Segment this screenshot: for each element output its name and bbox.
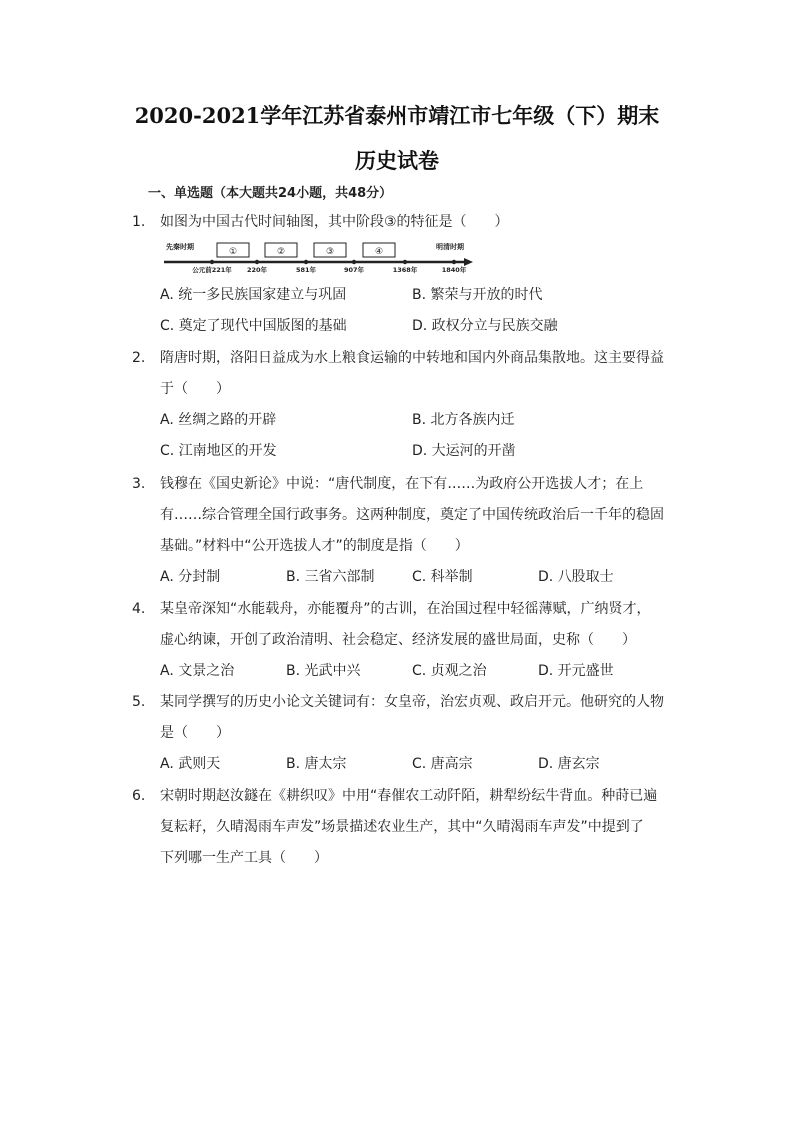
question-4-option-d: D. 开元盛世 — [538, 663, 614, 679]
question-6-text-line2: 复耘耔，久晴渴雨车声发”场景描述农业生产，其中“久晴渴雨车声发”中提到了 — [160, 819, 644, 835]
timeline-tick-label: 907年 — [343, 266, 365, 274]
question-1-text: 如图为中国古代时间轴图，其中阶段③的特征是（ ） — [160, 214, 509, 230]
timeline-tick-label: 220年 — [246, 266, 268, 274]
question-6-text-line3: 下列哪一生产工具（ ） — [160, 850, 328, 866]
timeline-stage-1: ① — [228, 247, 238, 257]
question-2-text-line1: 隋唐时期，洛阳日益成为水上粮食运输的中转地和国内外商品集散地。这主要得益 — [160, 350, 664, 366]
question-number-4: 4. — [132, 601, 146, 617]
timeline-stage-2: ② — [276, 247, 286, 257]
question-number-2: 2. — [132, 350, 146, 366]
question-3-option-c: C. 科举制 — [412, 569, 473, 585]
question-5-text-line1: 某同学撰写的历史小论文关键词有：女皇帝，治宏贞观、政启开元。他研究的人物 — [160, 694, 664, 710]
timeline-stage-4: ④ — [374, 247, 384, 257]
question-2-option-d: D. 大运河的开凿 — [412, 443, 516, 459]
question-3-option-d: D. 八股取士 — [538, 569, 614, 585]
timeline-tick-dot — [210, 260, 214, 264]
question-3-text-line1: 钱穆在《国史新论》中说：“唐代制度，在下有……为政府公开选拔人才；在上 — [160, 476, 644, 492]
question-2-option-c: C. 江南地区的开发 — [160, 443, 277, 459]
timeline-stage-3: ③ — [325, 247, 335, 257]
question-5-text-line2: 是（ ） — [160, 725, 230, 741]
question-number-1: 1. — [132, 214, 146, 230]
question-5-option-b: B. 唐太宗 — [286, 756, 347, 772]
question-4-option-c: C. 贞观之治 — [412, 663, 487, 679]
section-heading: 一、单选题（本大题共24小题，共48分） — [148, 186, 393, 201]
question-3-option-b: B. 三省六部制 — [286, 569, 375, 585]
timeline-tick-label: 公元前221年 — [192, 266, 232, 274]
question-1-option-a: A. 统一多民族国家建立与巩固 — [160, 287, 347, 303]
question-number-3: 3. — [132, 476, 146, 492]
question-5-option-d: D. 唐玄宗 — [538, 756, 600, 772]
question-1-option-d: D. 政权分立与民族交融 — [412, 318, 558, 334]
timeline-tick-dot — [352, 260, 356, 264]
timeline-tick-dot — [403, 260, 407, 264]
exam-title-line2: 历史试卷 — [355, 148, 439, 173]
timeline-tick-dot — [452, 260, 456, 264]
question-1-option-b: B. 繁荣与开放的时代 — [412, 287, 543, 303]
exam-title-line1: 2020-2021学年江苏省泰州市靖江市七年级（下）期末 — [134, 103, 660, 128]
question-4-option-b: B. 光武中兴 — [286, 663, 361, 679]
timeline-figure — [164, 238, 476, 274]
question-3-option-a: A. 分封制 — [160, 569, 221, 585]
timeline-tick-dot — [255, 260, 259, 264]
question-5-option-c: C. 唐高宗 — [412, 756, 473, 772]
question-4-text-line1: 某皇帝深知“水能载舟，亦能覆舟”的古训，在治国过程中轻徭薄赋，广纳贤才， — [160, 601, 651, 617]
question-5-option-a: A. 武则天 — [160, 756, 221, 772]
timeline-right-label: 明清时期 — [436, 243, 464, 251]
timeline-tick-label: 581年 — [295, 266, 317, 274]
question-4-text-line2: 虚心纳谏，开创了政治清明、社会稳定、经济发展的盛世局面，史称（ ） — [160, 632, 636, 648]
timeline-tick-dot — [304, 260, 308, 264]
timeline-tick-label: 1368年 — [392, 266, 418, 274]
timeline-tick-label: 1840年 — [441, 266, 467, 274]
question-2-option-a: A. 丝绸之路的开辟 — [160, 412, 277, 428]
question-6-text-line1: 宋朝时期赵汝鐩在《耕织叹》中用“春催农工动阡陌，耕犁纷纭牛背血。种莳已遍 — [160, 788, 658, 804]
question-2-text-line2: 于（ ） — [160, 381, 230, 397]
question-number-6: 6. — [132, 788, 146, 804]
question-2-option-b: B. 北方各族内迁 — [412, 412, 515, 428]
question-1-option-c: C. 奠定了现代中国版图的基础 — [160, 318, 347, 334]
question-3-text-line3: 基础。”材料中“公开选拔人才”的制度是指（ ） — [160, 538, 469, 554]
question-4-option-a: A. 文景之治 — [160, 663, 235, 679]
timeline-left-label: 先秦时期 — [166, 243, 194, 251]
timeline-arrow-icon — [464, 258, 473, 266]
question-3-text-line2: 有……综合管理全国行政事务。这两种制度，奠定了中国传统政治后一千年的稳固 — [160, 507, 664, 523]
question-number-5: 5. — [132, 694, 146, 710]
